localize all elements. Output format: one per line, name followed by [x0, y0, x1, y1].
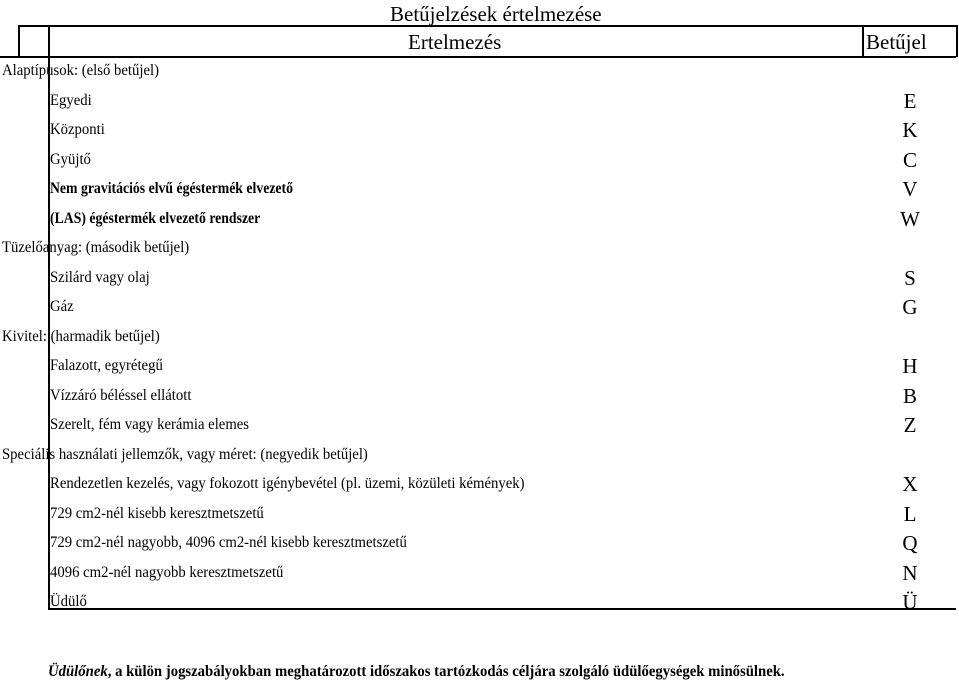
table-row: [0, 412, 959, 442]
section-row: [0, 324, 959, 354]
row-label: Központi: [50, 121, 105, 138]
row-label: (LAS) égéstermék elvezető rendszer: [50, 209, 261, 227]
row-label: 4096 cm2-nél nagyobb keresztmetszetű: [50, 563, 284, 581]
table-row: [0, 294, 959, 324]
row-label: Üdülő: [50, 593, 87, 610]
table-row: [0, 147, 959, 177]
row-code: W: [900, 206, 920, 231]
table-row: [0, 530, 959, 560]
row-code: G: [902, 295, 918, 319]
row-code: N: [902, 560, 918, 585]
row-label: Szilárd vagy olaj: [50, 268, 150, 286]
row-label: Egyedi: [50, 91, 92, 109]
row-label: Gyüjtő: [50, 150, 91, 168]
footer-text: , a külön jogszabályokban meghatározott időszakos tartózkodás céljára szolgáló üdülőegységek minősülnek.: [107, 663, 785, 680]
row-label: Falazott, egyrétegű: [50, 357, 163, 374]
row-code: V: [902, 177, 918, 201]
row-code: H: [902, 354, 918, 378]
row-code: B: [902, 383, 917, 408]
code-column-border: [862, 25, 864, 57]
table-row: [0, 265, 959, 295]
row-label: Szerelt, fém vagy kerámia elemes: [50, 416, 250, 433]
row-code: K: [902, 118, 918, 142]
footer-note: [48, 663, 785, 681]
row-code: L: [903, 501, 917, 526]
table-row: [0, 117, 959, 147]
row-code: Ü: [902, 590, 918, 614]
table-row: [0, 589, 959, 619]
row-label: Nem gravitációs elvű égéstermék elvezető: [50, 180, 293, 197]
row-label: Vízzáró béléssel ellátott: [50, 386, 192, 404]
row-code: Q: [902, 531, 918, 555]
table-row: [0, 383, 959, 413]
section-label: Speciális használati jellemzők, vagy méret: (negyedik betűjel): [2, 445, 368, 463]
table-row: [0, 560, 959, 590]
table-row: [0, 471, 959, 501]
section-row: [0, 235, 959, 265]
row-code: C: [902, 147, 917, 172]
page-title: Betűjelzések értelmezése: [390, 2, 602, 26]
section-row: [0, 58, 959, 88]
footer-emphasis: Üdülőnek: [48, 663, 108, 680]
section-label: Alaptípusok: (első betűjel): [2, 62, 159, 79]
table-row: [0, 353, 959, 383]
table-row: [0, 206, 959, 236]
row-code: S: [904, 265, 916, 290]
section-label: Kivitel: (harmadik betűjel): [2, 327, 160, 345]
left-border: [18, 25, 20, 57]
table-row: [0, 176, 959, 206]
row-label: Rendezetlen kezelés, vagy fokozott igénybevétel (pl. üzemi, közületi kémények): [50, 475, 525, 492]
section-label: Tüzelőanyag: (második betűjel): [2, 239, 190, 256]
table-row: [0, 501, 959, 531]
table-top-border: [18, 25, 956, 27]
row-code: E: [903, 88, 917, 113]
row-code: X: [902, 472, 918, 496]
row-code: Z: [903, 413, 917, 437]
meaning-column-header: Ertelmezés: [408, 30, 502, 54]
row-label: 729 cm2-nél kisebb keresztmetszetű: [50, 504, 264, 522]
row-label: Gáz: [50, 298, 74, 315]
code-column-header: Betűjel: [866, 30, 927, 54]
table-row: [0, 88, 959, 118]
section-row: [0, 442, 959, 472]
right-border: [956, 25, 958, 57]
row-label: 729 cm2-nél nagyobb, 4096 cm2-nél kisebb keresztmetszetű: [50, 534, 407, 551]
